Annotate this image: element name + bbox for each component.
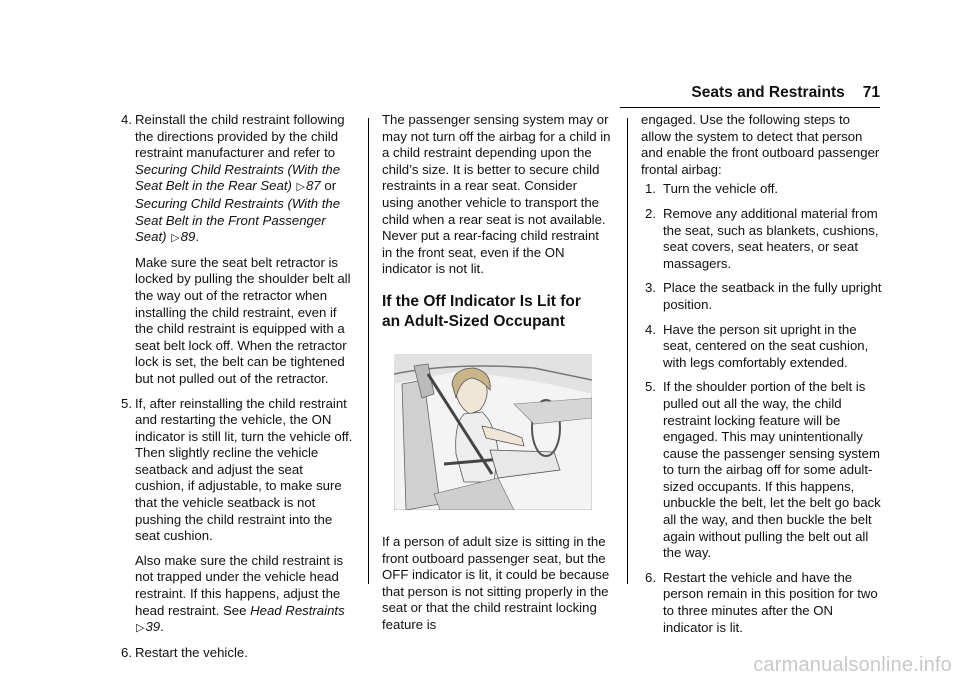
item-subparagraph: Make sure the seat belt retractor is locked by pulling the shoulder belt all the way out of the retractor when installing the child restraint, even if the child restraint is equipped with a seat belt lock off. When the retractor lock is set, the belt can be tightened but not pulled out of the retractor. <box>135 254 351 386</box>
item-number: 4. <box>121 112 132 127</box>
page-reference-icon: ▷ <box>136 622 145 635</box>
list-item-4 <box>121 112 353 388</box>
page-number: 71 <box>862 84 880 101</box>
item-text: Reinstall the child restraint following the directions provided by the child restraint manufacturer and refer to Securing Child Restraints (With the Seat Belt in the Rear Seat) ▷87 or Securing Child Restraints (With the Seat Belt in the Front Passenger Seat) ▷89. <box>135 112 345 245</box>
watermark: carmanualsonline.info <box>753 654 952 677</box>
list-item-6 <box>121 645 353 662</box>
paragraph: The passenger sensing system may or may not turn off the airbag for a child in a child restraint depending upon the child’s size. It is better to secure child restraints in a rear seat. Consider using another vehicle to transport the child when a rear seat is not available. Never put a rear-facing child restraint in the front seat, even if the ON indicator is not lit. <box>382 112 611 277</box>
item-text: Restart the vehicle. <box>135 644 248 660</box>
page-ref-number[interactable]: 39 <box>145 619 161 635</box>
list-item: 1. Turn the vehicle off. <box>645 181 779 197</box>
list-item: 4. Have the person sit upright in the seat, centered on the seat cushion, with legs comfortably extended. <box>645 321 869 370</box>
paragraph: If a person of adult size is sitting in the front outboard passenger seat, but the OFF indicator is lit, it could be because that person is not sitting properly in the seat or that the child restraint locking feature is <box>382 533 610 632</box>
item-number: 6. <box>121 644 132 660</box>
adult-occupant-illustration <box>394 354 592 510</box>
list-item-5 <box>121 396 353 637</box>
column-divider-1 <box>368 118 369 584</box>
column-3 <box>641 112 883 644</box>
column-1 <box>121 112 353 669</box>
cross-reference-link[interactable]: Securing Child Restraints (With the Seat Belt in the Rear Seat) <box>135 161 341 194</box>
page-ref-number[interactable]: 89 <box>180 229 196 245</box>
list-item: 2. Remove any additional material from the seat, such as blankets, cushions, seat covers, seat heaters, or seat massagers. <box>645 205 879 271</box>
header-rule <box>620 107 880 108</box>
cross-reference-link[interactable]: Head Restraints <box>250 602 345 618</box>
column-2 <box>382 112 612 634</box>
column-divider-2 <box>627 118 628 584</box>
page-ref-number[interactable]: 87 <box>306 178 321 194</box>
page-reference-icon: ▷ <box>296 181 306 194</box>
section-title: Seats and Restraints <box>691 84 845 101</box>
cross-reference-link[interactable]: Securing Child Restraints (With the Seat Belt in the Front Passenger Seat) <box>135 195 341 245</box>
page-reference-icon: ▷ <box>171 232 180 245</box>
page-header <box>640 84 880 104</box>
item-subparagraph: Also make sure the child restraint is not trapped under the vehicle head restraint. If this happens, adjust the head restraint. See Head Restraints ▷39. <box>135 552 345 635</box>
list-item: 5. If the shoulder portion of the belt is pulled out all the way, the child restraint locking feature will be engaged. This may unintentionally cause the passenger sensing system to turn the airbag off for some adult-sized occupants. If this happens, unbuckle the belt, let the belt go back all the way, and then buckle the belt again without pulling the belt out all the way. <box>645 379 881 561</box>
item-text: If, after reinstalling the child restraint and restarting the vehicle, the ON indicator is still lit, turn the vehicle off. Then slightly recline the vehicle seatback and adjust the seat cushion, if adjustable, to make sure that the vehicle seatback is not pushing the child restraint into the seat cushion. <box>135 395 353 544</box>
steps-list <box>641 181 883 636</box>
section-heading: If the Off Indicator Is Lit for an Adult-Sized Occupant <box>382 292 581 330</box>
item-number: 5. <box>121 395 132 411</box>
list-item: 3. Place the seatback in the fully upright position. <box>645 280 882 312</box>
list-item: 6. Restart the vehicle and have the person remain in this position for two to three minutes after the ON indicator is lit. <box>645 569 878 635</box>
paragraph: engaged. Use the following steps to allow the system to detect that person and enable the front outboard passenger frontal airbag: <box>641 112 880 177</box>
